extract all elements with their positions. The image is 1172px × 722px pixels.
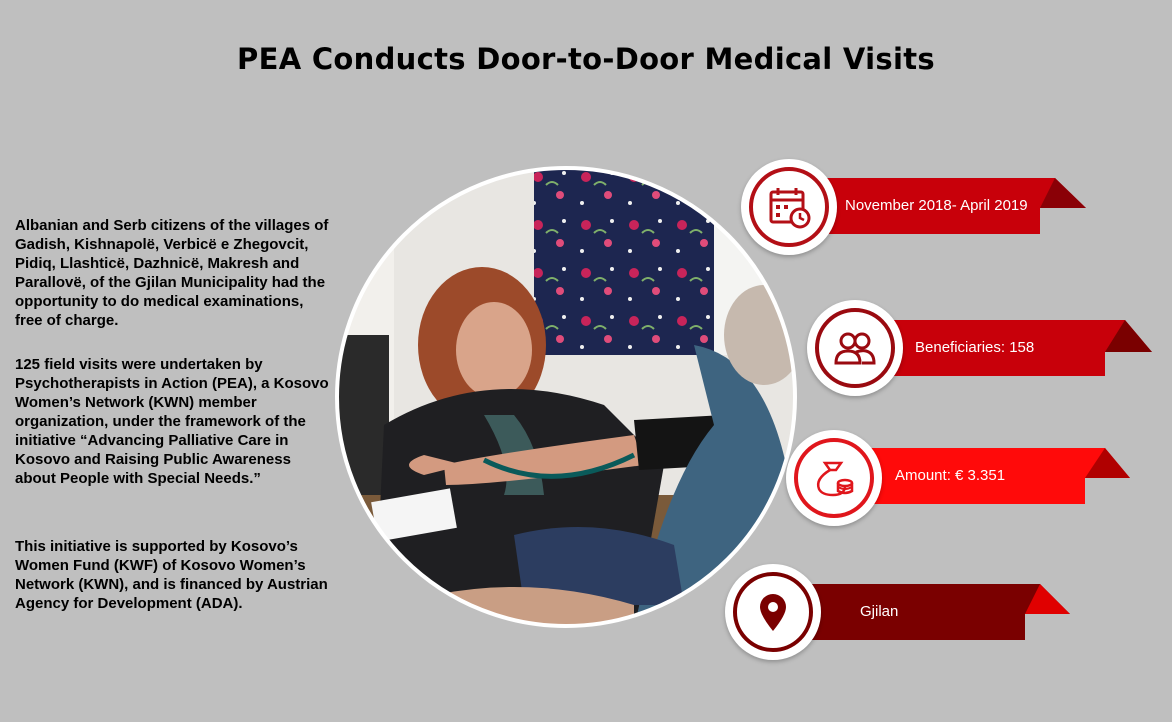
location-pin-icon xyxy=(750,589,796,635)
beneficiaries-badge xyxy=(807,300,903,396)
period-label: November 2018- April 2019 xyxy=(845,197,1028,214)
amount-badge xyxy=(786,430,882,526)
page-title: PEA Conducts Door-to-Door Medical Visits xyxy=(237,42,935,76)
money-bag-icon xyxy=(811,455,857,501)
intro-paragraph: Albanian and Serb citizens of the villages of Gadish, Kishnapolë, Verbicë e Zhegovcit, Pidiq, Llashticë, Dazhnicë, Makresh and Parallovë, of the Gjilan Municipality had the opportunity to do medical examinations, free of charge. xyxy=(15,217,329,329)
amount-ribbon xyxy=(850,448,1135,504)
location-label: Gjilan xyxy=(860,603,899,620)
period-ribbon xyxy=(800,178,1090,234)
beneficiaries-ribbon xyxy=(870,320,1155,376)
medical-visit-photo xyxy=(334,165,798,629)
amount-label: Amount: € 3.351 xyxy=(895,467,1006,484)
support-paragraph: This initiative is supported by Kosovo’s Women Fund (KWF) of Kosovo Women’s Network (KWN), and is financed by Austrian Agency for Development (ADA). xyxy=(15,538,328,612)
beneficiaries-label: Beneficiaries: 158 xyxy=(915,339,1035,356)
calendar-clock-icon xyxy=(766,184,812,230)
field-visits-paragraph: 125 field visits were undertaken by Psychotherapists in Action (PEA), a Kosovo Women’s Network (KWN) member organization, under the framework of the initiative “Advancing Palliative Care in Kosovo and Raising Public Awareness about People with Special Needs.” xyxy=(15,356,329,487)
period-badge xyxy=(741,159,837,255)
location-ribbon xyxy=(790,584,1075,640)
location-badge xyxy=(725,564,821,660)
people-icon xyxy=(832,325,878,371)
